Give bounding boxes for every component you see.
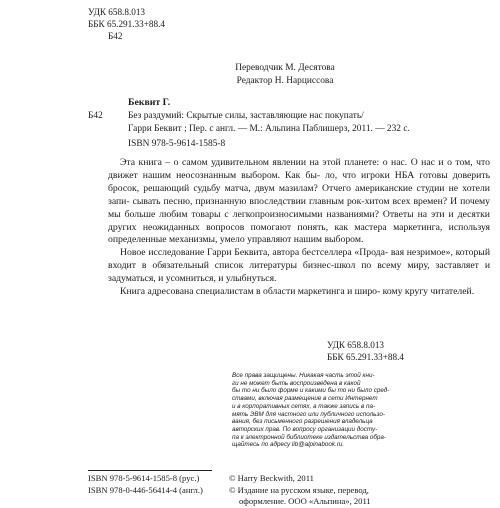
main-isbn: ISBN 978-5-9614-1585-8: [128, 139, 226, 149]
abstract-line: вая незримое», который входит в обязательный список литературы: [108, 247, 491, 272]
isbn-list: [88, 473, 203, 496]
isbn-divider: [88, 470, 212, 471]
classification-repeat: [327, 339, 404, 363]
rights-block: [229, 473, 371, 508]
abstract-line: матча, двум мазилам? Отчего американские студии не хотели запи-: [108, 182, 490, 207]
notice-line: ствами, включая размещение в сети Интернет: [232, 395, 378, 403]
abstract-line: и улыбнуться.: [218, 273, 277, 285]
udk-code: УДК 658.8.013: [88, 7, 146, 17]
abstract-line: Эта книга – о самом удивительном явлении на этой планете: о нас.: [120, 157, 408, 168]
isbn-russian: ISBN 978-5-9614-1585-8 (рус.): [88, 473, 200, 483]
notice-line: ги не может быть воспроизведена в какой: [232, 379, 361, 387]
classification-block: [88, 6, 165, 42]
abstract-line: ло, что игроки НБА готовы доверить бросок, решающий судьбу: [108, 169, 490, 194]
abstract-line: бизнес-школ по всему миру, заставляет и задуматься, и усомниться,: [108, 260, 491, 285]
abstract-line: механизмы, умело управляют нашим выбором.: [169, 234, 364, 246]
abstract-line: Новое исследование Гарри Беквита, автора бестселлера «Прода-: [120, 247, 389, 259]
bibliographic-line: Без раздумий: Скрытые силы, заставляющие нас покупать/: [128, 111, 364, 121]
notice-line: и в корпоративных сетях, а также запись в па-: [232, 402, 376, 410]
udk-code-repeat: УДК 658.8.013: [327, 340, 385, 350]
credits-block: [0, 62, 500, 88]
editor-credit: Редактор Н. Нарциссова: [236, 76, 334, 86]
notice-line: Все права защищены. Никакая часть этой кни-: [232, 372, 375, 379]
notice-line: па к электронной библиотеке издательства обра-: [232, 433, 387, 441]
abstract-line: Книга адресована специалистам в области маркетинга и широ-: [120, 286, 381, 298]
bibliographic-text: [128, 110, 453, 135]
copyright-edition: © Издание на русском языке, перевод,: [229, 484, 369, 495]
copyright-author: © Harry Beckwith, 2011: [229, 473, 314, 483]
notice-line: вания, без письменного разрешения владельца: [232, 418, 373, 426]
abstract-line: сывать песню, признанную впоследствии главным рок-хитом всех: [132, 195, 411, 207]
shelf-mark: Б42: [108, 31, 123, 41]
notice-line: щайтесь по адресу lib@alpinabook.ru.: [232, 441, 345, 449]
bibliographic-line: Гарри Беквит ; Пер. с англ. — М.: Альпина Паблишерз, 2011. — 232 с.: [128, 123, 410, 134]
abstract: [108, 157, 490, 299]
notice-line: мять ЭВМ для частного или публичного использо-: [232, 410, 385, 418]
bbk-code: ББК 65.291.33+88.4: [88, 19, 165, 29]
abstract-line: названиями? Ответы на эти и десятки других неожиданных вопросов: [108, 208, 490, 233]
copyright-edition-cont: оформление. ООО «Альпина», 2011: [239, 496, 371, 506]
author-name: Беквит Г.: [128, 97, 171, 108]
abstract-line: О нас и о том, что движет нашим неосознанным выбором. Как бы-: [108, 157, 491, 181]
abstract-paragraph: [108, 157, 490, 247]
abstract-line: помогают понять, как мастера маркетинга, используя определенные: [108, 221, 491, 246]
abstract-line: времен? И почему мы больше любим товары с легкопроизносимыми: [108, 195, 491, 220]
abstract-paragraph: [108, 247, 490, 286]
author-line: [88, 97, 170, 109]
copyright-notice: [230, 372, 490, 449]
abstract-paragraph: [108, 286, 490, 299]
bibliographic-description: [88, 110, 458, 135]
abstract-line: кому кругу читателей.: [382, 286, 475, 298]
translator-credit: Переводчик М. Десятова: [235, 63, 335, 73]
notice-line: авторских прав. По вопросу организации досту-: [232, 425, 378, 433]
bibliographic-shelf-mark: Б42: [88, 111, 103, 121]
isbn-english: ISBN 978-0-446-56414-4 (англ.): [88, 484, 203, 495]
notice-line: бы то ни было форме и какими бы то ни было сред-: [232, 387, 390, 395]
bbk-code-repeat: ББК 65.291.33+88.4: [327, 352, 404, 362]
